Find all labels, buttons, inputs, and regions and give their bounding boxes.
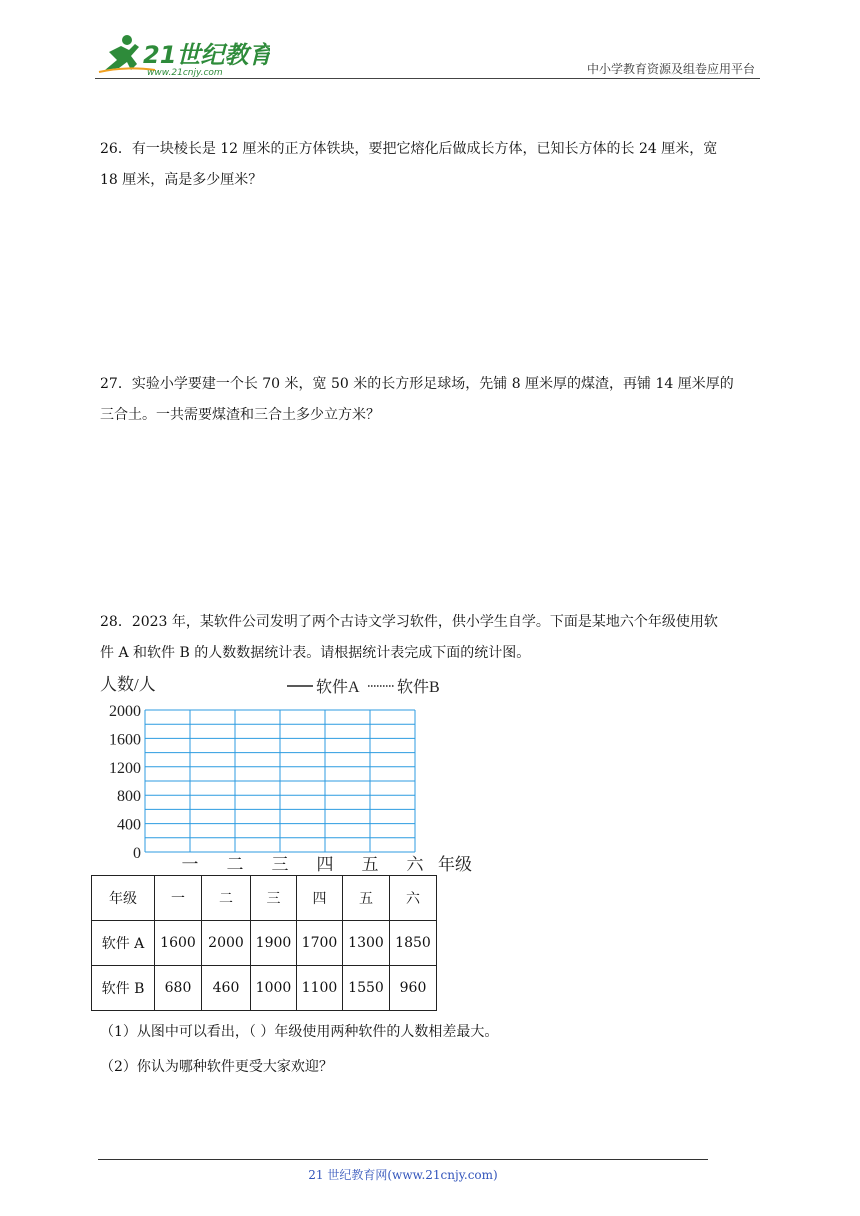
table-row — [92, 921, 437, 966]
header-site-name: 中小学教育资源及组卷应用平台 — [586, 62, 755, 76]
question-28-line1: 28．2023 年，某软件公司发明了两个古诗文学习软件，供小学生自学。下面是某地六个年级使用软 — [100, 614, 718, 630]
legend-b-label: 软件B — [397, 679, 440, 696]
sub-question-2: （2）你认为哪种软件更受大家欢迎？ — [100, 1059, 333, 1075]
chart-ytick-label: 0 — [133, 845, 141, 862]
table-header-row — [92, 876, 437, 921]
question-26-line2: 18 厘米，高是多少厘米？ — [100, 172, 263, 188]
question-28 — [100, 607, 760, 669]
sub-question-1: （1）从图中可以看出，（ ）年级使用两种软件的人数相差最大。 — [100, 1024, 499, 1040]
table-row — [92, 966, 437, 1011]
chart-ytick-label: 800 — [117, 788, 141, 806]
table-header-cell: 四 — [297, 876, 343, 921]
chart-ytick-label: 2000 — [109, 703, 141, 720]
chart-legend — [287, 678, 440, 696]
chart-ytick-label: 1200 — [109, 759, 141, 777]
question-27-line1: 27．实验小学要建一个长 70 米，宽 50 米的长方形足球场，先铺 8 厘米厚的煤渣，再铺 14 厘米厚的 — [100, 376, 734, 392]
chart-xtick-label: 一 — [181, 855, 199, 872]
table-cell: 1300 — [343, 921, 390, 966]
chart-ytick-label: 400 — [117, 816, 141, 834]
footer-text: 21 世纪教育网(www.21cnjy.com) — [308, 1168, 498, 1182]
table-header-cell: 年级 — [92, 876, 155, 921]
chart-xtick-label: 五 — [361, 855, 379, 872]
table-cell: 1900 — [251, 921, 297, 966]
table-cell: 软件 B — [92, 966, 155, 1011]
table-cell: 960 — [390, 966, 437, 1011]
table-cell: 1700 — [297, 921, 343, 966]
logo-url: www.21cnjy.com — [147, 68, 223, 78]
question-28-line2: 件 A 和软件 B 的人数数据统计表。请根据统计表完成下面的统计图。 — [100, 645, 531, 661]
header-divider — [95, 78, 760, 79]
table-header-cell: 二 — [202, 876, 251, 921]
legend-a-label: 软件A — [316, 679, 360, 696]
chart-xtick-label: 三 — [271, 855, 289, 872]
table-header-cell: 一 — [155, 876, 202, 921]
table-cell: 1100 — [297, 966, 343, 1011]
footer-divider — [98, 1159, 708, 1160]
question-26 — [100, 134, 760, 196]
table-header-cell: 六 — [390, 876, 437, 921]
table-cell: 2000 — [202, 921, 251, 966]
chart-xlabel: 年级 — [438, 855, 472, 872]
question-26-line1: 26．有一块棱长是 12 厘米的正方体铁块，要把它熔化后做成长方体，已知长方体的长 24 厘米，宽 — [100, 141, 718, 157]
chart-ytick-label: 1600 — [109, 731, 141, 749]
logo — [95, 30, 270, 80]
question-27-line2: 三合土。一共需要煤渣和三合土多少立方米？ — [100, 407, 380, 423]
line-chart-grid — [95, 672, 495, 872]
table-cell: 1550 — [343, 966, 390, 1011]
chart-xtick-label: 四 — [316, 855, 334, 872]
logo-runner-icon — [95, 30, 270, 80]
question-27 — [100, 369, 760, 431]
table-cell: 1850 — [390, 921, 437, 966]
chart-xtick-label: 二 — [226, 855, 244, 872]
data-table — [91, 875, 437, 1011]
table-cell: 1000 — [251, 966, 297, 1011]
chart-ylabel: 人数/人 — [100, 675, 156, 694]
table-header-cell: 五 — [343, 876, 390, 921]
table-cell: 软件 A — [92, 921, 155, 966]
table-cell: 680 — [155, 966, 202, 1011]
logo-text: 21世纪教育 — [143, 41, 270, 69]
table-cell: 1600 — [155, 921, 202, 966]
table-cell: 460 — [202, 966, 251, 1011]
chart-xtick-label: 六 — [406, 855, 424, 872]
table-header-cell: 三 — [251, 876, 297, 921]
